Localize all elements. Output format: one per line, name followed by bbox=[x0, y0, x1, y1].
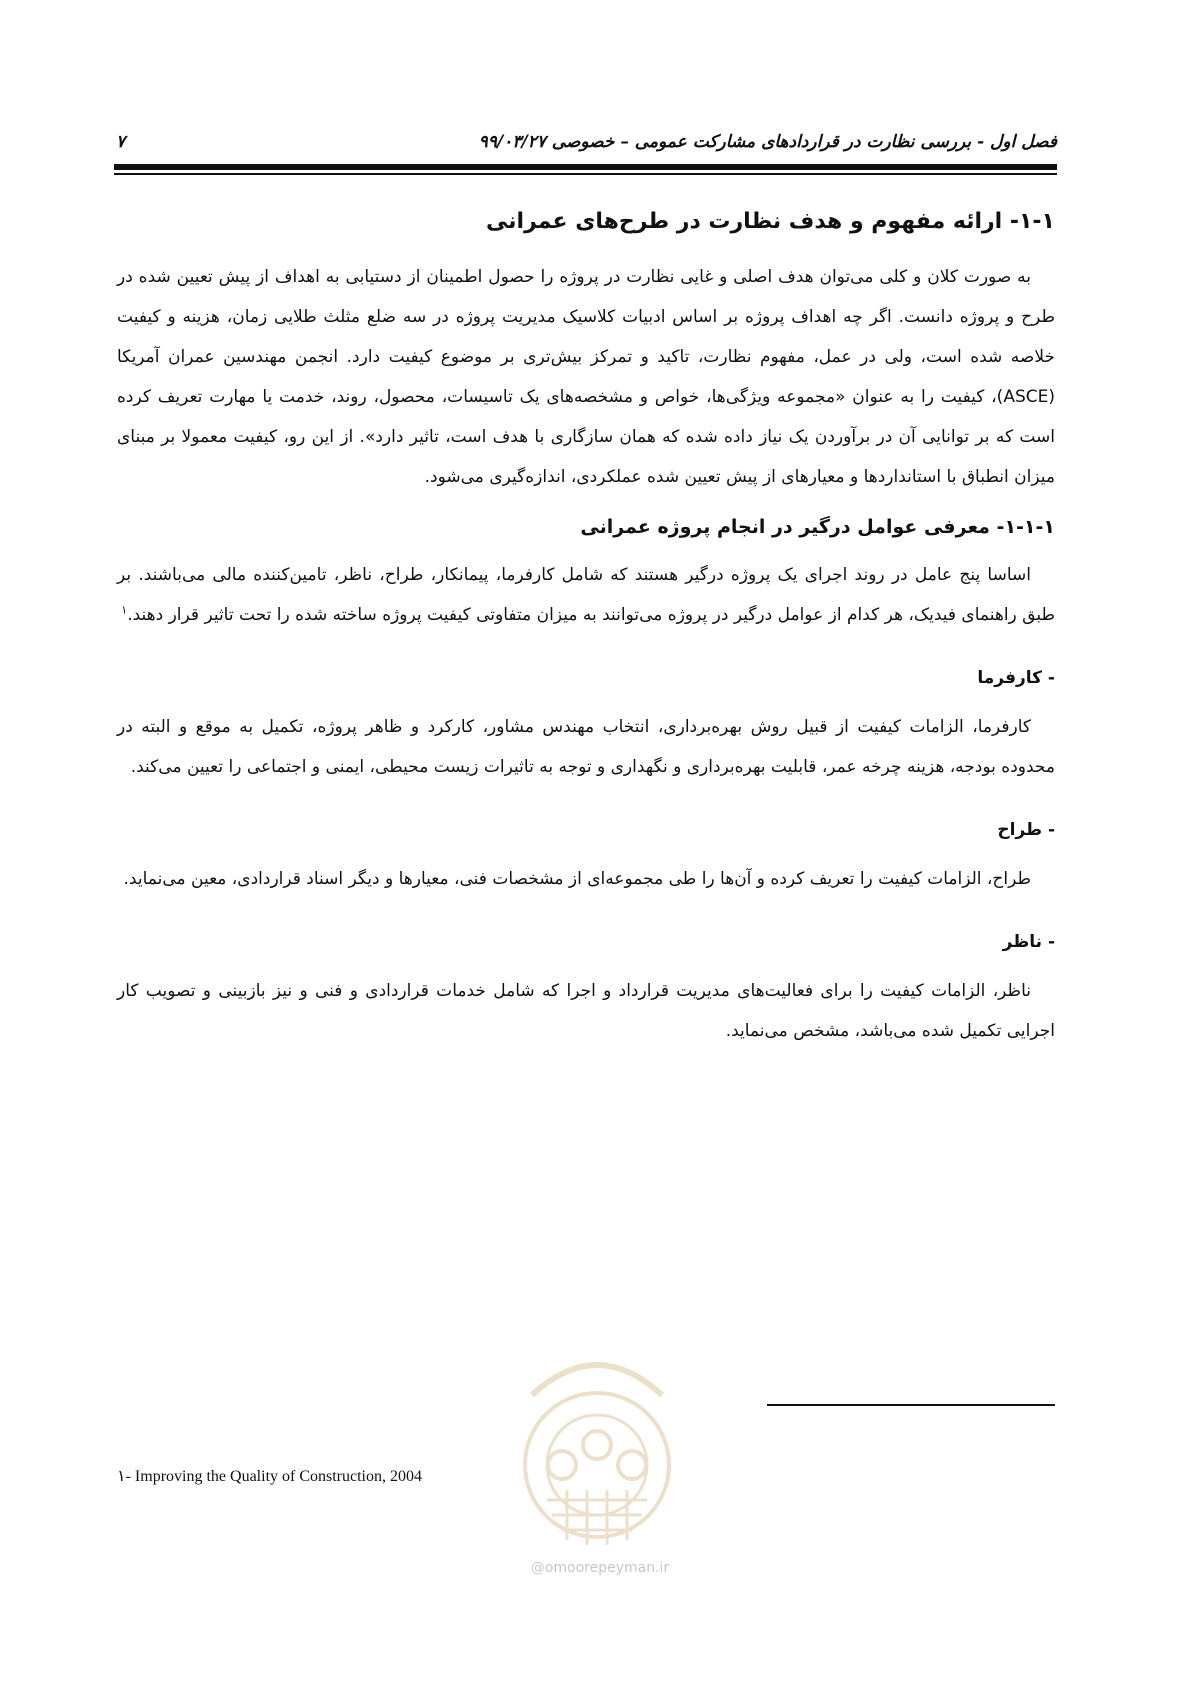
item-text-employer: کارفرما، الزامات کیفیت از قبیل روش بهره‌برداری، انتخاب مهندس مشاور، کارکرد و ظاهر پروژه، تکمیل به موقع و البته در محدوده بودجه، هزینه چرخه عمر، قابلیت بهره‌برداری و نگهداری و توجه به تاثیرات زیست محیطی، ایمنی و اجتماعی را تعیین می‌کند. bbox=[117, 717, 1055, 777]
watermark-text: @omoorepeyman.ir bbox=[530, 1560, 670, 1576]
main-content bbox=[117, 205, 1055, 1051]
header-title: فصل اول - بررسی نظارت در قراردادهای مشارکت عمومی – خصوصی ۹۹/۰۳/۲۷ bbox=[478, 132, 1057, 152]
section-title: ۱-۱- ارائه مفهوم و هدف نظارت در طرح‌های عمرانی bbox=[486, 209, 1055, 234]
section-paragraph: به صورت کلان و کلی می‌توان هدف اصلی و غایی نظارت در پروژه را حصول اطمینان از دستیابی به اهداف از پیش تعیین شده در طرح و پروژه دانست. اگر چه اهداف پروژه بر اساس ادبیات کلاسیک مدیریت پروژه در سه ضلع مثلث طلایی زمان، هزینه و کیفیت خلاصه شده است، ولی در عمل، مفهوم نظارت، تاکید و تمرکز بیش‌تری بر موضوع کیفیت دارد. انجمن مهندسین عمران آمریکا (ASCE)، کیفیت را به عنوان «مجموعه ویژگی‌ها، خواص و مشخصه‌های یک تاسیسات، محصول، روند، خدمت یا مهارت تعریف کرده است که بر توانایی آن در برآوردن یک نیاز داده شده که همان سازگاری با هدف است، تاثیر دارد». از این رو، کیفیت معمولا بر مبنای میزان انطباق با استانداردها و معیارهای از پیش تعیین شده عملکردی، اندازه‌گیری می‌شود. bbox=[117, 267, 1055, 487]
running-header bbox=[114, 132, 1057, 154]
item-text-supervisor: ناظر، الزامات کیفیت را برای فعالیت‌های مدیریت قرارداد و اجرا که شامل خدمات قراردادی و فنی و نیز بازبینی و تصویب کار اجرایی تکمیل شده می‌باشد، مشخص می‌نماید. bbox=[117, 981, 1055, 1041]
item-heading-designer: - طراح bbox=[997, 820, 1055, 840]
header-rule-thick bbox=[114, 164, 1057, 170]
subsection-paragraph-text: اساسا پنج عامل در روند اجرای یک پروژه درگیر هستند که شامل کارفرما، پیمانکار، طراح، ناظر، تامین‌کننده مالی می‌باشند. بر طبق راهنمای فیدیک، هر کدام از عوامل درگیر در پروژه می‌توانند به میزان متفاوتی کیفیت پروژه ساخته شده را تحت تاثیر قرار دهند. bbox=[117, 565, 1055, 625]
page-number: ۷ bbox=[116, 132, 126, 152]
item-heading-employer: - کارفرما bbox=[977, 668, 1055, 688]
subsection-title: ۱-۱-۱- معرفی عوامل درگیر در انجام پروژه عمرانی bbox=[580, 516, 1055, 538]
footnote-reference: ۱ bbox=[121, 603, 128, 617]
item-heading-supervisor: - ناظر bbox=[1002, 932, 1055, 952]
footnote: ۱- Improving the Quality of Construction, 2004 bbox=[117, 1468, 422, 1485]
item-text-designer: طراح، الزامات کیفیت را تعریف کرده و آن‌ها را طی مجموعه‌ای از مشخصات فنی، معیارها و دیگر اسناد قراردادی، معین می‌نماید. bbox=[123, 869, 1031, 889]
footnote-rule bbox=[767, 1404, 1055, 1406]
watermark-logo bbox=[492, 1325, 702, 1570]
subsection-paragraph bbox=[117, 555, 1055, 635]
header-rule-thin bbox=[114, 173, 1057, 175]
